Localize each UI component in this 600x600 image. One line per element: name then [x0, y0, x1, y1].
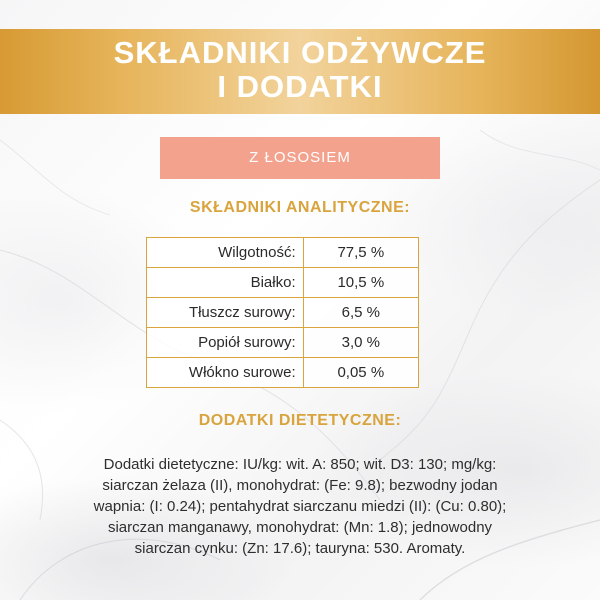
analytical-table	[146, 237, 419, 388]
additives-heading: DODATKI DIETETYCZNE:	[198, 412, 402, 429]
table-row	[147, 238, 419, 268]
page-title-line-2: I DODATKI	[217, 69, 383, 104]
variant-label: Z ŁOSOSIEM	[160, 137, 440, 179]
title-banner	[0, 29, 600, 114]
row-label: Białko:	[147, 268, 304, 298]
row-label: Popiół surowy:	[147, 328, 304, 358]
row-value: 10,5 %	[303, 268, 418, 298]
row-value: 3,0 %	[303, 328, 418, 358]
additives-line: siarczan żelaza (II), monohydrat: (Fe: 9.8); bezwodny jodan	[102, 477, 498, 494]
row-label: Wilgotność:	[147, 238, 304, 268]
table-row	[147, 268, 419, 298]
row-value: 0,05 %	[303, 358, 418, 388]
additives-line: Dodatki dietetyczne: IU/kg: wit. A: 850; wit. D3: 130; mg/kg:	[103, 456, 497, 473]
table-row	[147, 298, 419, 328]
row-value: 6,5 %	[303, 298, 418, 328]
additives-text	[40, 454, 560, 559]
row-label: Włókno surowe:	[147, 358, 304, 388]
table-row	[147, 328, 419, 358]
page-title-line-1: SKŁADNIKI ODŻYWCZE	[113, 35, 487, 70]
row-value: 77,5 %	[303, 238, 418, 268]
additives-line: wapnia: (I: 0.24); pentahydrat siarczanu miedzi (II): (Cu: 0.80);	[93, 498, 507, 515]
additives-line: siarczan cynku: (Zn: 17.6); tauryna: 530. Aromaty.	[134, 540, 466, 557]
table-row	[147, 358, 419, 388]
additives-line: siarczan manganawy, monohydrat: (Mn: 1.8); jednowodny	[107, 519, 493, 536]
analytical-heading: SKŁADNIKI ANALITYCZNE:	[189, 199, 411, 216]
row-label: Tłuszcz surowy:	[147, 298, 304, 328]
